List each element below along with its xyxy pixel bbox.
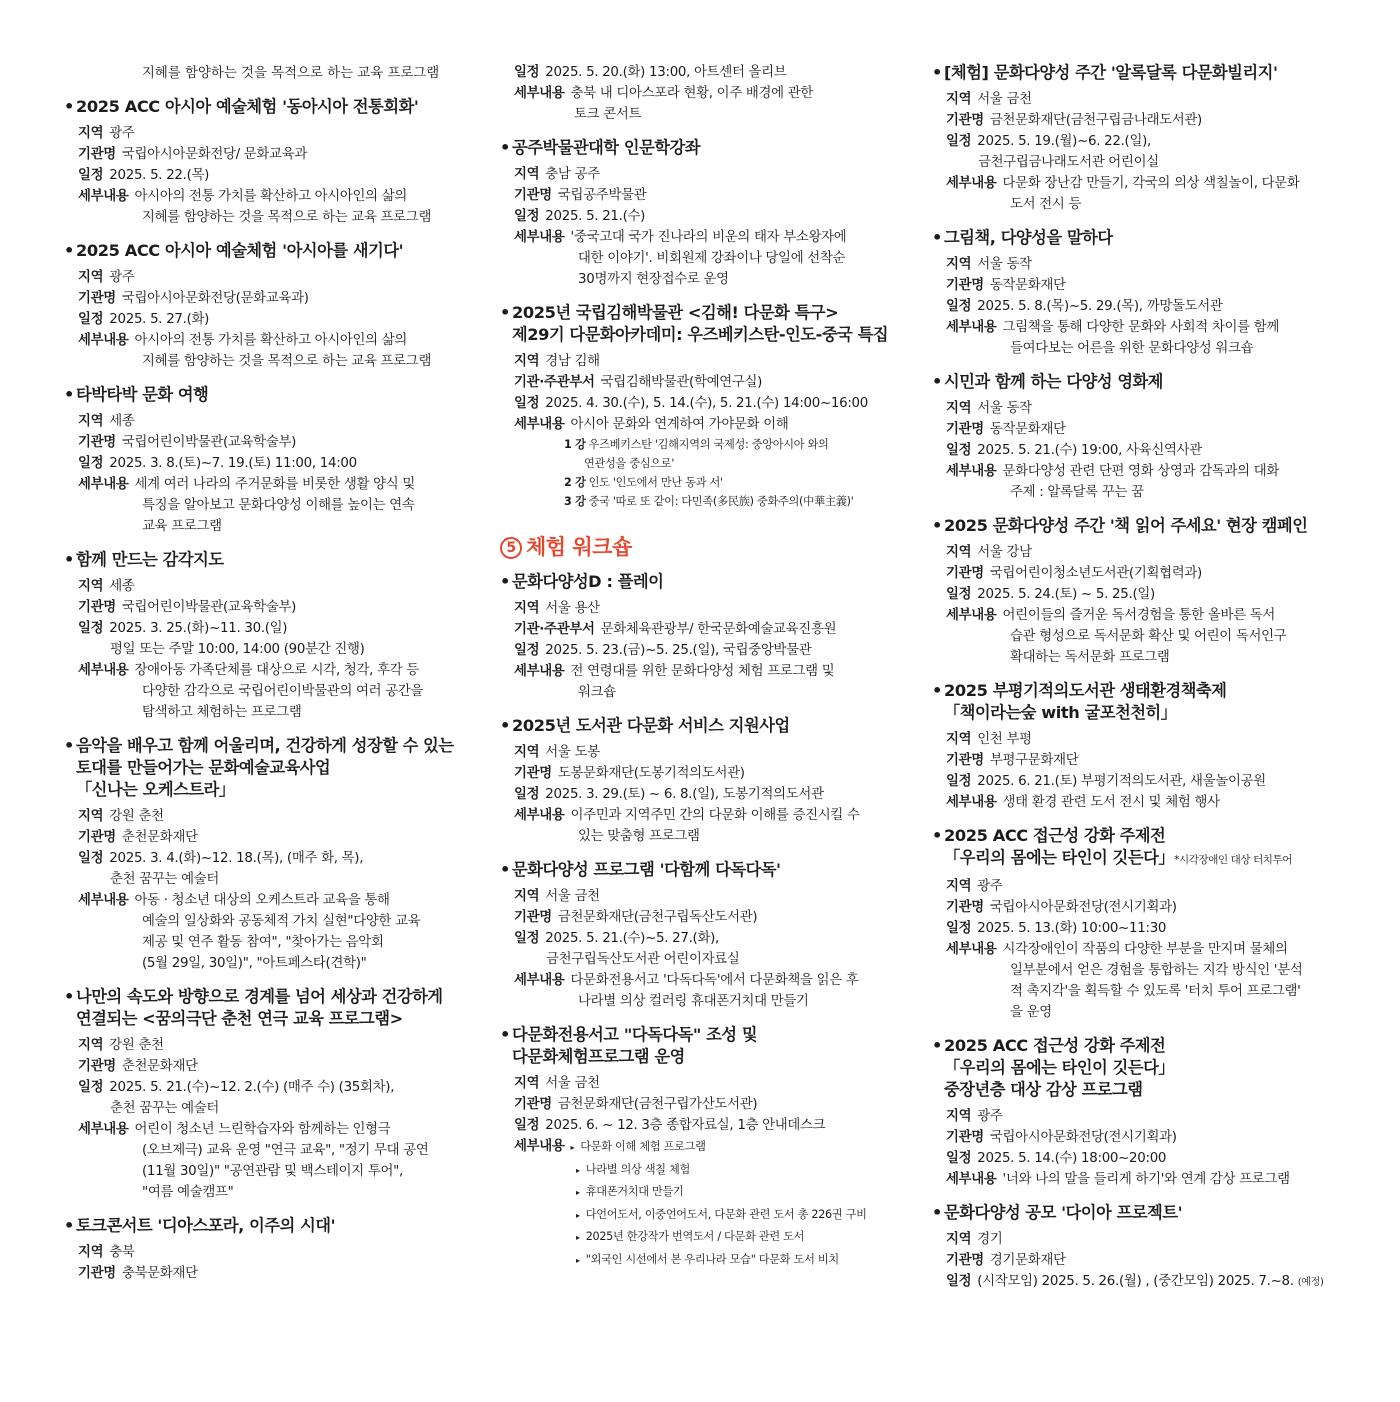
field-region: 지역 광주 bbox=[946, 879, 1003, 894]
program-entry bbox=[500, 715, 915, 847]
field-schedule: 일정 2025. 5. 19.(월)~6. 22.(일), bbox=[946, 134, 1151, 149]
field-org: 기관명 금천문화재단(금천구립가산도서관) bbox=[514, 1097, 758, 1112]
field-details: 세부내용 세계 여러 나라의 주거문화를 비롯한 생활 양식 및 bbox=[78, 477, 415, 492]
column-2 bbox=[500, 62, 915, 1283]
lecture-1: 1 강 우즈베키스탄 '김해지역의 국제성: 중앙아시아 와의 bbox=[564, 438, 829, 451]
field-details: 세부내용▸ 다문화 이해 체험 프로그램 bbox=[500, 1136, 915, 1159]
field-org: 기관명 경기문화재단 bbox=[946, 1253, 1066, 1268]
entry-title: • 2025년 도서관 다문화 서비스 지원사업 bbox=[500, 715, 915, 737]
continued-schedule: 일정 2025. 5. 20.(화) 13:00, 아트센터 올리브 bbox=[514, 65, 787, 80]
field-schedule: 일정 2025. 5. 8.(목)~5. 29.(목), 까망돌도서관 bbox=[946, 299, 1223, 314]
field-org: 기관명 국립아시아문화전당/ 문화교육과 bbox=[78, 147, 307, 162]
program-entry bbox=[64, 96, 474, 228]
field-schedule: 일정 2025. 5. 21.(수) bbox=[514, 209, 646, 224]
column-1 bbox=[64, 62, 474, 1296]
entry-title: • 토크콘서트 '디아스포라, 이주의 시대' bbox=[64, 1215, 474, 1237]
field-details: 세부내용 시각장애인이 작품의 다양한 부분을 만지며 물체의 bbox=[946, 942, 1288, 957]
program-entry bbox=[932, 371, 1352, 503]
field-schedule: 일정 2025. 5. 21.(수)~5. 27.(화), bbox=[514, 931, 719, 946]
field-org: 기관명 금천문화재단(금천구립독산도서관) bbox=[514, 910, 758, 925]
field-region: 지역 광주 bbox=[946, 1109, 1003, 1124]
details-line: 교육 프로그램 bbox=[142, 519, 222, 534]
field-schedule: 일정 (시작모임) 2025. 5. 26.(월) , (중간모임) 2025. 7.~8. (예정) bbox=[946, 1274, 1324, 1289]
field-schedule: 일정 2025. 6. ~ 12. 3층 종합자료실, 1층 안내데스크 bbox=[514, 1118, 826, 1133]
program-entry bbox=[932, 680, 1352, 813]
field-region: 지역 경기 bbox=[946, 1232, 1003, 1247]
field-details: 세부내용 어린이들의 즐거운 독서경험을 통한 올바른 독서 bbox=[946, 608, 1276, 623]
entry-title: • 문화다양성 공모 '다이아 프로젝트' bbox=[932, 1202, 1352, 1224]
details-line: 확대하는 독서문화 프로그램 bbox=[1010, 650, 1170, 665]
entry-title: • 타박타박 문화 여행 bbox=[64, 384, 474, 406]
details-line: 지혜를 함양하는 것을 목적으로 하는 교육 프로그램 bbox=[142, 210, 432, 225]
program-entry bbox=[500, 137, 915, 290]
lecture-2: 2 강 인도 '인도에서 만난 동과 서' bbox=[564, 476, 723, 489]
entry-title: • 공주박물관대학 인문학강좌 bbox=[500, 137, 915, 159]
field-region: 지역 광주 bbox=[78, 126, 135, 141]
field-schedule: 일정 2025. 3. 25.(화)~11. 30.(일) bbox=[78, 621, 288, 636]
entry-diamond-project bbox=[932, 1202, 1352, 1293]
field-schedule: 일정 2025. 4. 30.(수), 5. 14.(수), 5. 21.(수) 14:00~16:00 bbox=[514, 396, 868, 411]
field-region: 지역 서울 금천 bbox=[514, 1076, 600, 1091]
field-org: 기관명 충북문화재단 bbox=[78, 1266, 198, 1281]
field-org: 기관명 국립아시아문화전당(전시기획과) bbox=[946, 900, 1177, 915]
field-region: 지역 서울 도봉 bbox=[514, 745, 600, 760]
field-org: 기관명 국립어린이청소년도서관(기획협력과) bbox=[946, 566, 1202, 581]
details-line: 을 운영 bbox=[1010, 1005, 1052, 1020]
details-line: 예술의 일상화와 공동체적 가치 실현"다양한 교육 bbox=[142, 914, 421, 929]
details-line: 적 촉지각'을 획득할 수 있도록 '터치 투어 프로그램' bbox=[1010, 984, 1301, 999]
details-line: 제공 및 연주 활동 참여", "찾아가는 음악회 bbox=[142, 935, 384, 950]
column-2-entries-a bbox=[500, 137, 915, 290]
field-schedule: 일정 2025. 5. 24.(토) ~ 5. 25.(일) bbox=[946, 587, 1155, 602]
field-schedule: 일정 2025. 5. 14.(수) 18:00~20:00 bbox=[946, 1151, 1167, 1166]
field-org: 기관명 동작문화재단 bbox=[946, 278, 1066, 293]
schedule-line: 춘천 꿈꾸는 예술터 bbox=[110, 872, 219, 887]
details-line: 지혜를 함양하는 것을 목적으로 하는 교육 프로그램 bbox=[142, 354, 432, 369]
field-details: 세부내용 그림책을 통해 다양한 문화와 사회적 차이를 함께 bbox=[946, 320, 1279, 335]
field-schedule: 일정 2025. 5. 21.(수)~12. 2.(수) (매주 수) (35회차), bbox=[78, 1080, 395, 1095]
entry-title: • 2025 문화다양성 주간 '책 읽어 주세요' 현장 캠페인 bbox=[932, 515, 1352, 537]
field-details: 세부내용 아시아의 전통 가치를 확산하고 아시아인의 삶의 bbox=[78, 333, 408, 348]
field-details: 세부내용 다문화전용서고 '다독다독'에서 다문화책을 읽은 후 bbox=[514, 973, 859, 988]
details-line: (11월 30일)" "공연관람 및 백스테이지 투어", bbox=[142, 1164, 403, 1179]
field-region: 지역 인천 부평 bbox=[946, 732, 1032, 747]
field-region: 지역 서울 동작 bbox=[946, 257, 1032, 272]
entry-acc-middle-aged bbox=[932, 1035, 1352, 1190]
details-line: (오브제극) 교육 운영 "연극 교육", "정기 무대 공연 bbox=[142, 1143, 429, 1158]
entry-title: • 2025 ACC 아시아 예술체험 '동아시아 전통회화' bbox=[64, 96, 474, 118]
continued-details-line: 토크 콘서트 bbox=[574, 107, 642, 122]
field-schedule: 일정 2025. 5. 27.(화) bbox=[78, 312, 210, 327]
field-region: 지역 서울 금천 bbox=[946, 92, 1032, 107]
program-entry bbox=[932, 62, 1352, 215]
schedule-line: 금천구립금나래도서관 어린이실 bbox=[978, 155, 1159, 170]
entry-title: • 음악을 배우고 함께 어울리며, 건강하게 성장할 수 있는 토대를 만들어가는 문화예술교육사업 「신나는 오케스트라」 bbox=[64, 735, 474, 801]
field-region: 지역 서울 동작 bbox=[946, 401, 1032, 416]
program-entry bbox=[64, 549, 474, 723]
field-org: 기관명 동작문화재단 bbox=[946, 422, 1066, 437]
details-line: "여름 예술캠프" bbox=[142, 1185, 234, 1200]
field-org: 기관명 춘천문화재단 bbox=[78, 1059, 198, 1074]
field-details: 세부내용 어린이 청소년 느린학습자와 함께하는 인형극 bbox=[78, 1122, 391, 1137]
entry-title: • 2025 ACC 접근성 강화 주제전 「우리의 몸에는 타인이 깃든다」 중장년층 대상 감상 프로그램 bbox=[932, 1035, 1352, 1101]
field-details: 세부내용 아동 · 청소년 대상의 오케스트라 교육을 통해 bbox=[78, 893, 390, 908]
field-region: 지역 서울 강남 bbox=[946, 545, 1032, 560]
bullet-item: ▸ 휴대폰거치대 만들기 bbox=[500, 1181, 915, 1204]
section-number: 5 bbox=[500, 537, 522, 559]
details-line: 주제 : 알록달록 꾸는 꿈 bbox=[1010, 485, 1144, 500]
details-line: 나라별 의상 컬러링 휴대폰거치대 만들기 bbox=[578, 994, 809, 1009]
column-2-entries-b bbox=[500, 571, 915, 1012]
title-note: *시각장애인 대상 터치투어 bbox=[1174, 854, 1293, 866]
field-org: 기관명 국립아시아문화전당(전시기획과) bbox=[946, 1130, 1177, 1145]
field-schedule: 일정 2025. 5. 13.(화) 10:00~11:30 bbox=[946, 921, 1167, 936]
field-schedule: 일정 2025. 3. 4.(화)~12. 18.(목), (매주 화, 목), bbox=[78, 851, 364, 866]
field-schedule: 일정 2025. 5. 21.(수) 19:00, 사육신역사관 bbox=[946, 443, 1202, 458]
details-line: 탐색하고 체험하는 프로그램 bbox=[142, 705, 302, 720]
field-details: 세부내용 다문화 장난감 만들기, 각국의 의상 색칠놀이, 다문화 bbox=[946, 176, 1300, 191]
entry-gimhae bbox=[500, 302, 915, 511]
column-3 bbox=[932, 62, 1352, 1305]
entry-title: • 문화다양성D : 플레이 bbox=[500, 571, 915, 593]
field-details: 세부내용 전 연령대를 위한 문화다양성 체험 프로그램 및 bbox=[514, 664, 835, 679]
details-line: 있는 맞춤형 프로그램 bbox=[578, 829, 700, 844]
bullet-item: ▸ "외국인 시선에서 본 우리나라 모습" 다문화 도서 비치 bbox=[500, 1249, 915, 1272]
continuation-text: 지혜를 함양하는 것을 목적으로 하는 교육 프로그램 bbox=[142, 66, 440, 81]
column-1-entries bbox=[64, 96, 474, 1284]
field-org: 기관명 국립공주박물관 bbox=[514, 188, 647, 203]
details-line: 특징을 알아보고 문화다양성 이해를 높이는 연속 bbox=[142, 498, 415, 513]
field-schedule: 일정 2025. 5. 23.(금)~5. 25.(일), 국립중앙박물관 bbox=[514, 643, 812, 658]
field-org: 기관명 국립어린이박물관(교육학술부) bbox=[78, 600, 297, 615]
continued-details: 세부내용 충북 내 디아스포라 현황, 이주 배경에 관한 bbox=[514, 86, 814, 101]
entry-title: • 문화다양성 프로그램 '다함께 다독다독' bbox=[500, 859, 915, 881]
details-line: 다양한 감각으로 국립어린이박물관의 여러 공간을 bbox=[142, 684, 424, 699]
field-region: 지역 세종 bbox=[78, 414, 135, 429]
program-entry bbox=[64, 384, 474, 537]
program-entry bbox=[64, 1215, 474, 1284]
details-line: (5월 29일, 30일)", "아트페스타(견학)" bbox=[142, 956, 367, 971]
program-entry bbox=[64, 735, 474, 974]
field-region: 지역 서울 용산 bbox=[514, 601, 600, 616]
field-org: 기관명 부평구문화재단 bbox=[946, 753, 1079, 768]
entry-title: • [체험] 문화다양성 주간 '알록달록 다문화빌리지' bbox=[932, 62, 1352, 84]
field-details: 세부내용 '중국고대 국가 진나라의 비운의 태자 부소왕자에 bbox=[514, 230, 847, 245]
entry-acc-touch-tour bbox=[932, 825, 1352, 1023]
lecture-3: 3 강 중국 '따로 또 같이: 다민족(多民族) 중화주의(中華主義)' bbox=[564, 495, 854, 508]
schedule-line: 춘천 꿈꾸는 예술터 bbox=[110, 1101, 219, 1116]
section-heading bbox=[500, 531, 915, 561]
program-entry bbox=[500, 571, 915, 703]
lecture-1-cont: 연관성을 중심으로' bbox=[584, 457, 675, 470]
field-schedule: 일정 2025. 5. 22.(목) bbox=[78, 168, 210, 183]
field-schedule: 일정 2025. 3. 29.(토) ~ 6. 8.(일), 도봉기적의도서관 bbox=[514, 787, 824, 802]
entry-title: • 2025 ACC 접근성 강화 주제전 「우리의 몸에는 타인이 깃든다」*시각장애인 대상 터치투어 bbox=[932, 825, 1352, 871]
details-line: 워크숍 bbox=[578, 685, 616, 700]
field-org: 기관명 국립어린이박물관(교육학술부) bbox=[78, 435, 297, 450]
field-org: 기관·주관부서 국립김해박물관(학예연구실) bbox=[514, 375, 763, 390]
schedule-line: 평일 또는 주말 10:00, 14:00 (90분간 진행) bbox=[110, 642, 365, 657]
bullet-item: ▸ 다언어도서, 이중언어도서, 다문화 관련 도서 총 226권 구비 bbox=[500, 1204, 915, 1227]
column-3-entries bbox=[932, 62, 1352, 813]
field-region: 지역 강원 춘천 bbox=[78, 809, 164, 824]
entry-title: • 시민과 함께 하는 다양성 영화제 bbox=[932, 371, 1352, 393]
field-details: 세부내용 장애아동 가족단체를 대상으로 시각, 청각, 후각 등 bbox=[78, 663, 419, 678]
bullet-item: ▸ 2025년 한강작가 번역도서 / 다문화 관련 도서 bbox=[500, 1226, 915, 1249]
details-line: 들여다보는 어른을 위한 문화다양성 워크숍 bbox=[1010, 341, 1254, 356]
program-entry bbox=[932, 227, 1352, 359]
field-region: 지역 경남 김해 bbox=[514, 354, 600, 369]
bullet-item: ▸ 나라별 의상 색칠 체험 bbox=[500, 1159, 915, 1182]
entry-title: • 그림책, 다양성을 말하다 bbox=[932, 227, 1352, 249]
program-entry bbox=[64, 986, 474, 1203]
field-region: 지역 광주 bbox=[78, 270, 135, 285]
details-line: 대한 이야기'. 비회원제 강좌이나 당일에 선착순 bbox=[578, 251, 846, 266]
program-entry bbox=[932, 515, 1352, 668]
field-region: 지역 충남 공주 bbox=[514, 167, 600, 182]
field-details: 세부내용 '너와 나의 말을 들리게 하기'와 연계 감상 프로그램 bbox=[946, 1172, 1290, 1187]
field-schedule: 일정 2025. 6. 21.(토) 부평기적의도서관, 새울놀이공원 bbox=[946, 774, 1266, 789]
details-line: 습관 형성으로 독서문화 확산 및 어린이 독서인구 bbox=[1010, 629, 1287, 644]
entry-title: • 다문화전용서고 "다독다독" 조성 및 다문화체험프로그램 운영 bbox=[500, 1024, 915, 1068]
field-details: 세부내용 아시아의 전통 가치를 확산하고 아시아인의 삶의 bbox=[78, 189, 408, 204]
field-region: 지역 강원 춘천 bbox=[78, 1038, 164, 1053]
field-org: 기관명 도봉문화재단(도봉기적의도서관) bbox=[514, 766, 745, 781]
entry-title: • 2025 ACC 아시아 예술체험 '아시아를 새기다' bbox=[64, 240, 474, 262]
entry-title: • 2025년 국립김해박물관 <김해! 다문화 특구> 제29기 다문화아카데미: 우즈베키스탄-인도-중국 특집 bbox=[500, 302, 915, 346]
program-entry bbox=[500, 859, 915, 1012]
details-line: 30명까지 현장접수로 운영 bbox=[578, 272, 729, 287]
field-org: 기관·주관부서 문화체육관광부/ 한국문화예술교육진흥원 bbox=[514, 622, 837, 637]
field-details: 세부내용 이주민과 지역주민 간의 다문화 이해를 증진시킬 수 bbox=[514, 808, 860, 823]
field-org: 기관명 금천문화재단(금천구립금나래도서관) bbox=[946, 113, 1202, 128]
field-org: 기관명 국립아시아문화전당(문화교육과) bbox=[78, 291, 309, 306]
details-line: 도서 전시 등 bbox=[1010, 197, 1082, 212]
field-region: 지역 충북 bbox=[78, 1245, 135, 1260]
details-line: 일부분에서 얻은 경험을 통합하는 지각 방식인 '분석 bbox=[1010, 963, 1303, 978]
section-title: 체험 워크숍 bbox=[526, 535, 632, 559]
field-details: 세부내용 생태 환경 관련 도서 전시 및 체험 행사 bbox=[946, 795, 1220, 810]
program-entry bbox=[64, 240, 474, 372]
field-region: 지역 세종 bbox=[78, 579, 135, 594]
entry-dadok-library bbox=[500, 1024, 915, 1271]
field-details: 세부내용 아시아 문화와 연계하여 가야문화 이해 bbox=[514, 417, 789, 432]
entry-title: • 2025 부평기적의도서관 생태환경책축제 「책이라는숲 with 굴포천천히」 bbox=[932, 680, 1352, 724]
field-org: 기관명 춘천문화재단 bbox=[78, 830, 198, 845]
field-region: 지역 서울 금천 bbox=[514, 889, 600, 904]
entry-title: • 함께 만드는 감각지도 bbox=[64, 549, 474, 571]
schedule-line: 금천구립독산도서관 어린이자료실 bbox=[546, 952, 740, 967]
field-schedule: 일정 2025. 3. 8.(토)~7. 19.(토) 11:00, 14:00 bbox=[78, 456, 357, 471]
field-details: 세부내용 문화다양성 관련 단편 영화 상영과 감독과의 대화 bbox=[946, 464, 1279, 479]
entry-title: • 나만의 속도와 방향으로 경계를 넘어 세상과 건강하게 연결되는 <꿈의극단 춘천 연극 교육 프로그램> bbox=[64, 986, 474, 1030]
